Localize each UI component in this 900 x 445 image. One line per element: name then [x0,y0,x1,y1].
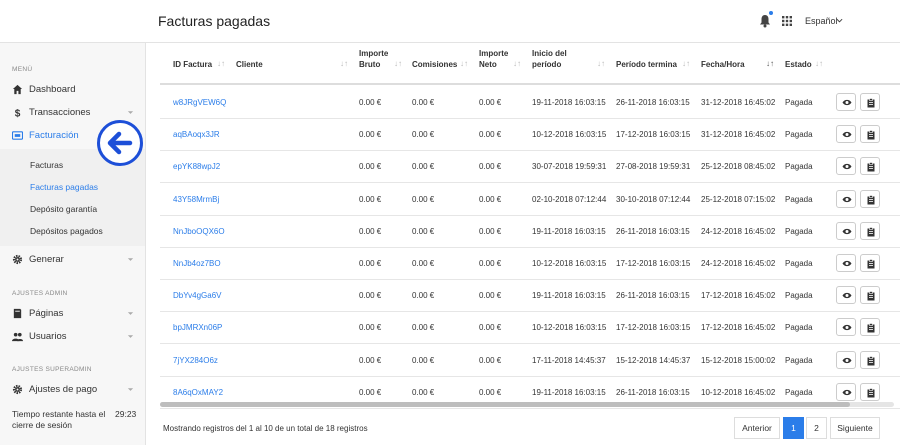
cell-termina: 17-12-2018 16:03:15 [616,130,691,140]
column-header-fecha[interactable]: Fecha/Hora [701,60,745,69]
sort-icon[interactable]: ↓↑ [815,59,823,68]
cell-estado: Pagada [785,387,813,397]
apps-grid-icon[interactable] [782,16,792,26]
cell-bruto: 0.00 € [359,194,382,204]
view-button[interactable] [836,383,856,401]
sort-icon[interactable]: ↓↑ [340,59,348,68]
table-info: Mostrando registros del 1 al 10 de un total de 18 registros [163,424,368,433]
home-icon [12,84,23,95]
book-icon [12,308,23,319]
table-row [160,312,900,344]
sort-icon[interactable]: ↓↑ [513,59,521,68]
cell-neto: 0.00 € [479,162,502,172]
cell-fecha: 31-12-2018 16:45:02 [701,130,776,140]
clipboard-icon [866,259,876,269]
bell-icon[interactable] [758,14,772,28]
clipboard-icon [866,356,876,366]
table-row [160,151,900,183]
chevron-down-icon [127,310,134,317]
clipboard-icon [866,195,876,205]
print-button[interactable] [860,383,880,401]
cell-inicio: 19-11-2018 16:03:15 [532,226,606,236]
print-button[interactable] [860,93,880,111]
users-icon [12,331,23,342]
cell-id[interactable]: epYK88wpJ2 [173,162,221,172]
table-row [160,280,900,312]
cell-bruto: 0.00 € [359,355,382,365]
cell-estado: Pagada [785,355,813,365]
column-header-bruto[interactable]: Importe Bruto [359,49,389,69]
sidebar-item-label: Generar [29,254,64,265]
gear-icon [12,384,23,395]
table-row [160,216,900,248]
submenu-item-depositos-pagados[interactable]: Depósitos pagados [30,226,103,236]
cell-neto: 0.00 € [479,98,502,107]
cell-estado: Pagada [785,162,813,172]
submenu-item-facturas[interactable]: Facturas [30,160,64,170]
cell-id[interactable]: 8A6qOxMAY2 [173,387,224,397]
cell-termina: 26-11-2018 16:03:15 [616,226,690,236]
cell-estado: Pagada [785,130,813,140]
clipboard-icon [866,323,876,333]
cell-id[interactable]: aqBAoqx3JR [173,130,220,140]
print-button[interactable] [860,222,880,240]
cell-fecha: 10-12-2018 16:45:02 [701,387,776,397]
cell-id[interactable]: 43Y58MrmBj [173,194,220,204]
sidebar-item-usuarios[interactable] [0,327,145,347]
chevron-down-icon [127,333,134,340]
page-title: Facturas pagadas [158,13,271,29]
next-page-button[interactable]: Siguiente [830,417,880,439]
cell-estado: Pagada [785,259,813,268]
cell-id[interactable]: NnJboOQX6O [173,226,225,236]
eye-icon [842,388,852,397]
admin-section-title: AJUSTES ADMIN [12,290,68,297]
cell-termina: 17-12-2018 16:03:15 [616,259,691,268]
cell-estado: Pagada [785,226,813,236]
sort-icon[interactable]: ↓↑ [460,59,468,68]
column-header-id[interactable]: ID Factura [173,60,213,69]
view-button[interactable] [836,93,856,111]
cell-termina: 26-11-2018 16:03:15 [616,387,690,397]
cell-estado: Pagada [785,194,813,204]
eye-icon [842,323,852,332]
invoice-icon [12,130,23,141]
cell-id[interactable]: NnJb4oz7BO [173,259,221,268]
cell-neto: 0.00 € [479,194,502,204]
eye-icon [842,259,852,268]
view-button[interactable] [836,286,856,304]
print-button[interactable] [860,157,880,175]
eye-icon [842,356,852,365]
sidebar-item-paginas[interactable] [0,304,145,324]
sidebar-item-label: Ajustes de pago [29,384,98,395]
sort-desc-icon[interactable]: ↓↑ [766,59,774,68]
gear-icon [12,254,23,265]
column-header-inicio[interactable]: Inicio del período [532,49,567,69]
eye-icon [842,195,852,204]
print-button[interactable] [860,254,880,272]
view-button[interactable] [836,254,856,272]
cell-inicio: 02-10-2018 07:12:44 [532,194,607,204]
column-header-termina[interactable]: Período termina [616,60,677,69]
sort-icon[interactable]: ↓↑ [394,59,402,68]
language-selector[interactable]: Español [805,16,838,26]
clipboard-icon [866,162,876,172]
sidebar-item-ajustes-pago[interactable] [0,380,145,400]
cell-comisiones: 0.00 € [412,291,435,301]
page-2-button[interactable]: 2 [806,417,827,439]
column-header-estado[interactable]: Estado [785,60,812,69]
cell-fecha: 15-12-2018 15:00:02 [701,355,776,365]
view-button[interactable] [836,190,856,208]
cell-fecha: 24-12-2018 16:45:02 [701,259,776,268]
sidebar-item-label: Facturación [29,130,79,141]
column-header-cliente[interactable]: Cliente [236,60,263,69]
cell-fecha: 25-12-2018 08:45:02 [701,162,776,172]
cell-comisiones: 0.00 € [412,259,435,268]
sidebar-item-label: Transacciones [29,107,91,118]
sidebar [0,43,146,445]
column-header-neto[interactable]: Importe Neto [479,49,509,69]
cell-neto: 0.00 € [479,259,502,268]
table-row [160,119,900,151]
view-button[interactable] [836,125,856,143]
cell-fecha: 31-12-2018 16:45:02 [701,98,776,107]
table-row [160,184,900,216]
cell-inicio: 19-11-2018 16:03:15 [532,98,606,107]
svg-text:$: $ [14,108,21,118]
table-row [160,87,900,119]
print-button[interactable] [860,190,880,208]
submenu-item-deposito-garantia[interactable]: Depósito garantía [30,204,98,214]
chevron-down-icon [127,256,134,263]
cell-neto: 0.00 € [479,226,502,236]
cell-termina: 27-08-2018 19:59:31 [616,162,691,172]
cell-fecha: 17-12-2018 16:45:02 [701,291,776,301]
table-row [160,248,900,280]
session-timer-value: 29:23 [115,409,137,419]
sort-icon[interactable]: ↓↑ [597,59,605,68]
cell-termina: 30-10-2018 07:12:44 [616,194,691,204]
view-button[interactable] [836,222,856,240]
clipboard-icon [866,388,876,398]
table-row [160,345,900,377]
cell-estado: Pagada [785,291,813,301]
prev-page-button[interactable]: Anterior [734,417,780,439]
cell-comisiones: 0.00 € [412,323,435,333]
sort-icon[interactable]: ↓↑ [682,59,690,68]
cell-neto: 0.00 € [479,323,502,333]
cell-inicio: 19-11-2018 16:03:15 [532,387,606,397]
print-button[interactable] [860,351,880,369]
cell-estado: Pagada [785,323,813,333]
eye-icon [842,291,852,300]
sidebar-item-label: Dashboard [29,84,76,95]
cell-inicio: 17-11-2018 14:45:37 [532,355,606,365]
cell-id[interactable]: DbYv4gGa6V [173,291,222,301]
cell-bruto: 0.00 € [359,226,382,236]
superadmin-section-title: AJUSTES SUPERADMIN [12,366,92,373]
cell-comisiones: 0.00 € [412,130,435,140]
cell-neto: 0.00 € [479,387,502,397]
horizontal-scrollbar[interactable] [160,402,894,407]
cell-comisiones: 0.00 € [412,98,435,107]
column-header-comisiones[interactable]: Comisiones [412,60,458,69]
cell-termina: 17-12-2018 16:03:15 [616,323,691,333]
cell-comisiones: 0.00 € [412,226,435,236]
dollar-icon [12,107,23,118]
view-button[interactable] [836,318,856,336]
table-header [160,43,900,85]
cell-fecha: 25-12-2018 07:15:02 [701,194,776,204]
cell-termina: 26-11-2018 16:03:15 [616,291,690,301]
view-button[interactable] [836,157,856,175]
page-1-button[interactable]: 1 [783,417,804,439]
cell-id[interactable]: bpJMRXn06P [173,323,223,333]
menu-section-title: MENÚ [12,66,33,73]
eye-icon [842,130,852,139]
sidebar-item-generar[interactable] [0,250,145,270]
clipboard-icon [866,291,876,301]
cell-fecha: 24-12-2018 16:45:02 [701,226,776,236]
cell-bruto: 0.00 € [359,259,382,268]
sidebar-item-label: Páginas [29,308,64,319]
cell-comisiones: 0.00 € [412,355,435,365]
chevron-down-icon[interactable] [836,17,843,24]
cell-comisiones: 0.00 € [412,387,435,397]
cell-comisiones: 0.00 € [412,194,435,204]
top-header [0,0,900,43]
clipboard-icon [866,98,876,108]
main-content [146,43,900,445]
eye-icon [842,162,852,171]
sidebar-item-dashboard[interactable] [0,80,145,100]
clipboard-icon [866,130,876,140]
scrollbar-thumb[interactable] [160,402,850,407]
chevron-down-icon [127,109,134,116]
view-button[interactable] [836,351,856,369]
cell-termina: 15-12-2018 14:45:37 [616,355,691,365]
cell-bruto: 0.00 € [359,291,382,301]
sidebar-item-label: Usuarios [29,331,67,342]
cell-inicio: 10-12-2018 16:03:15 [532,323,607,333]
eye-icon [842,227,852,236]
cell-estado: Pagada [785,98,813,107]
cell-inicio: 30-07-2018 19:59:31 [532,162,607,172]
cell-neto: 0.00 € [479,355,502,365]
cell-bruto: 0.00 € [359,130,382,140]
eye-icon [842,98,852,107]
cell-neto: 0.00 € [479,291,502,301]
cell-id[interactable]: w8JRgVEW6Q [173,98,227,107]
cell-termina: 26-11-2018 16:03:15 [616,98,690,107]
session-timer-label: Tiempo restante hasta el cierre de sesión [12,409,106,430]
submenu-item-facturas-pagadas[interactable]: Facturas pagadas [30,182,99,192]
print-button[interactable] [860,125,880,143]
print-button[interactable] [860,318,880,336]
arrow-left-icon [97,120,143,166]
cell-bruto: 0.00 € [359,387,382,397]
cell-inicio: 10-12-2018 16:03:15 [532,130,607,140]
cell-bruto: 0.00 € [359,162,382,172]
cell-bruto: 0.00 € [359,98,382,107]
notification-dot [769,11,773,15]
clipboard-icon [866,227,876,237]
chevron-down-icon [127,386,134,393]
cell-bruto: 0.00 € [359,323,382,333]
cell-fecha: 17-12-2018 16:45:02 [701,323,776,333]
cell-comisiones: 0.00 € [412,162,435,172]
sort-icon[interactable]: ↓↑ [217,59,225,68]
cell-id[interactable]: 7jYX284O6z [173,355,218,365]
cell-inicio: 19-11-2018 16:03:15 [532,291,606,301]
print-button[interactable] [860,286,880,304]
cell-inicio: 10-12-2018 16:03:15 [532,259,607,268]
cell-neto: 0.00 € [479,130,502,140]
